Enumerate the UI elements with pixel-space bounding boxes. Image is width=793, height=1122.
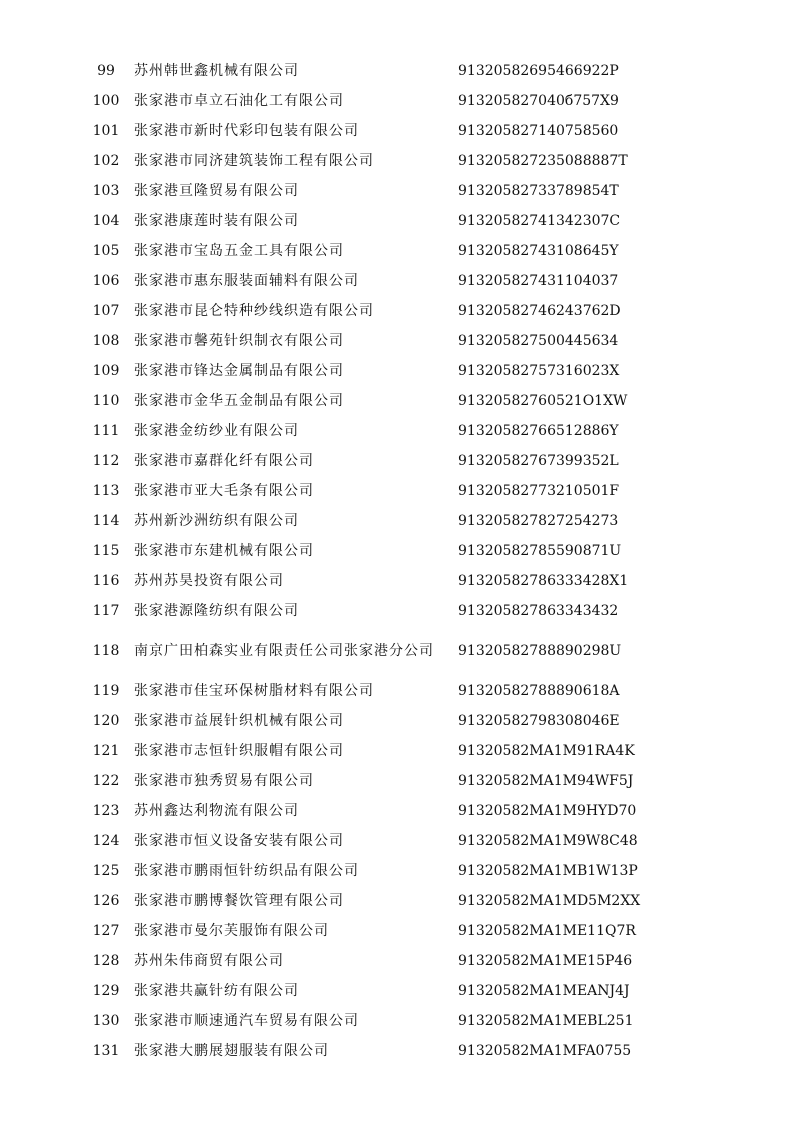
credit-code: 91320582766512886Y <box>458 423 619 439</box>
table-row <box>78 176 718 206</box>
company-name: 张家港市志恒针织服帽有限公司 <box>134 743 344 759</box>
company-name-cell <box>134 146 458 176</box>
company-name: 苏州韩世鑫机械有限公司 <box>134 63 299 79</box>
credit-code: 91320582757316023X <box>458 363 620 379</box>
company-name-cell <box>134 416 458 446</box>
company-name-cell <box>134 856 458 886</box>
credit-code: 91320582760521O1XW <box>458 393 628 409</box>
company-name: 张家港市顺速通汽车贸易有限公司 <box>134 1013 359 1029</box>
company-name-cell <box>134 596 458 626</box>
row-number: 129 <box>92 983 120 999</box>
credit-code: 91320582MA1ME11Q7R <box>458 923 636 939</box>
company-name: 张家港市卓立石油化工有限公司 <box>134 93 344 109</box>
row-number: 131 <box>92 1043 120 1059</box>
company-name: 张家港大鹏展翅服装有限公司 <box>134 1043 329 1059</box>
row-number: 100 <box>92 93 120 109</box>
company-name-cell <box>134 326 458 356</box>
credit-code: 91320582785590871U <box>458 543 622 559</box>
table-row <box>78 796 718 826</box>
company-name-cell <box>134 506 458 536</box>
company-name: 张家港市佳宝环保树脂材料有限公司 <box>134 683 374 699</box>
row-number: 126 <box>92 893 120 909</box>
row-number: 112 <box>92 453 120 469</box>
table-row <box>78 326 718 356</box>
table-row <box>78 856 718 886</box>
row-number: 116 <box>92 573 120 589</box>
company-name-cell <box>134 176 458 206</box>
company-name: 苏州鑫达利物流有限公司 <box>134 803 299 819</box>
row-number: 113 <box>92 483 120 499</box>
credit-code: 91320582MA1M94WF5J <box>458 773 634 789</box>
company-name: 张家港市恒义设备安装有限公司 <box>134 833 344 849</box>
company-name-cell <box>134 766 458 796</box>
company-name: 南京广田柏森实业有限责任公司张家港分公司 <box>134 643 434 659</box>
company-name-cell <box>134 566 458 596</box>
row-number: 125 <box>92 863 120 879</box>
table-row <box>78 116 718 146</box>
row-number: 105 <box>92 243 120 259</box>
company-name: 张家港市鹏雨恒针纺织品有限公司 <box>134 863 359 879</box>
table-row <box>78 146 718 176</box>
row-number: 106 <box>92 273 120 289</box>
company-name-cell <box>134 976 458 1006</box>
company-name: 苏州苏昊投资有限公司 <box>134 573 284 589</box>
company-name-cell <box>134 626 458 676</box>
company-name: 苏州新沙洲纺织有限公司 <box>134 513 299 529</box>
company-name-cell <box>134 266 458 296</box>
table-row <box>78 736 718 766</box>
table-row <box>78 566 718 596</box>
row-number: 104 <box>92 213 120 229</box>
company-name-cell <box>134 706 458 736</box>
table-row <box>78 946 718 976</box>
company-name: 张家港亘隆贸易有限公司 <box>134 183 299 199</box>
company-list-table <box>78 56 718 1066</box>
company-name: 张家港市亚大毛条有限公司 <box>134 483 314 499</box>
row-number: 120 <box>92 713 120 729</box>
table-row <box>78 296 718 326</box>
company-name-cell <box>134 886 458 916</box>
credit-code: 913205827500445634 <box>458 333 619 349</box>
company-name-cell <box>134 476 458 506</box>
row-number: 117 <box>92 603 120 619</box>
credit-code: 91320582MA1MB1W13P <box>458 863 638 879</box>
row-number: 107 <box>92 303 120 319</box>
row-number: 111 <box>92 423 120 439</box>
company-name: 张家港市益展针织机械有限公司 <box>134 713 344 729</box>
company-name-cell <box>134 236 458 266</box>
company-name-cell <box>134 536 458 566</box>
table-row <box>78 1036 718 1066</box>
credit-code: 913205827235088887T <box>458 153 628 169</box>
row-number: 122 <box>92 773 120 789</box>
company-name-cell <box>134 826 458 856</box>
table-row <box>78 596 718 626</box>
company-name-cell <box>134 206 458 236</box>
company-name-cell <box>134 1036 458 1066</box>
row-number: 108 <box>92 333 120 349</box>
row-number: 119 <box>92 683 120 699</box>
company-name-cell <box>134 676 458 706</box>
company-name: 张家港市昆仑特种纱线织造有限公司 <box>134 303 374 319</box>
credit-code: 91320582767399352L <box>458 453 619 469</box>
credit-code: 91320582746243762D <box>458 303 621 319</box>
credit-code: 913205827827254273 <box>458 513 619 529</box>
table-row <box>78 56 718 86</box>
table-row <box>78 356 718 386</box>
row-number: 110 <box>92 393 120 409</box>
row-number: 118 <box>92 643 120 659</box>
credit-code: 913205827140758560 <box>458 123 619 139</box>
credit-code: 913205827863343432 <box>458 603 619 619</box>
table-row <box>78 476 718 506</box>
company-name-cell <box>134 296 458 326</box>
company-name-cell <box>134 56 458 86</box>
company-name: 张家港市馨苑针织制衣有限公司 <box>134 333 344 349</box>
company-name: 张家港市金华五金制品有限公司 <box>134 393 344 409</box>
row-number: 103 <box>92 183 120 199</box>
company-list-body <box>78 56 718 1066</box>
table-row <box>78 976 718 1006</box>
credit-code: 91320582773210501F <box>458 483 620 499</box>
credit-code: 91320582741342307C <box>458 213 621 229</box>
company-name: 张家港市鹏博餐饮管理有限公司 <box>134 893 344 909</box>
row-number: 127 <box>92 923 120 939</box>
row-number: 99 <box>97 63 115 79</box>
company-name-cell <box>134 946 458 976</box>
row-number: 130 <box>92 1013 120 1029</box>
credit-code: 91320582798308046E <box>458 713 620 729</box>
company-name-cell <box>134 86 458 116</box>
company-name: 张家港市同济建筑装饰工程有限公司 <box>134 153 374 169</box>
company-name: 张家港市曼尔芙服饰有限公司 <box>134 923 329 939</box>
company-name-cell <box>134 446 458 476</box>
company-name-cell <box>134 736 458 766</box>
row-number: 123 <box>92 803 120 819</box>
row-number: 121 <box>92 743 120 759</box>
table-row <box>78 676 718 706</box>
row-number: 124 <box>92 833 120 849</box>
table-row <box>78 706 718 736</box>
credit-code: 91320582743108645Y <box>458 243 619 259</box>
row-number: 101 <box>92 123 120 139</box>
credit-code: 913205827431104037 <box>458 273 619 289</box>
company-name: 张家港市东建机械有限公司 <box>134 543 314 559</box>
credit-code: 913205827040б757X9 <box>458 93 619 109</box>
row-number: 114 <box>92 513 120 529</box>
credit-code: 91320582MA1ME15P46 <box>458 953 633 969</box>
table-row <box>78 916 718 946</box>
table-row <box>78 506 718 536</box>
company-name-cell <box>134 116 458 146</box>
credit-code: 91320582MA1M9HYD70 <box>458 803 637 819</box>
table-row <box>78 446 718 476</box>
company-name: 张家港源隆纺织有限公司 <box>134 603 299 619</box>
credit-code: 91320582MA1MEANJ4J <box>458 983 630 999</box>
company-name-cell <box>134 916 458 946</box>
company-name: 张家港共赢针纺有限公司 <box>134 983 299 999</box>
company-name: 张家港市惠东服装面辅料有限公司 <box>134 273 359 289</box>
table-row <box>78 766 718 796</box>
credit-code: 91320582MA1MD5M2XX <box>458 893 641 909</box>
company-name: 张家港市新时代彩印包装有限公司 <box>134 123 359 139</box>
table-row <box>78 266 718 296</box>
company-name-cell <box>134 1006 458 1036</box>
table-row <box>78 1006 718 1036</box>
credit-code: 91320582788890298U <box>458 643 622 659</box>
row-number: 128 <box>92 953 120 969</box>
company-name: 张家港康莲时装有限公司 <box>134 213 299 229</box>
table-row <box>78 386 718 416</box>
company-name-cell <box>134 386 458 416</box>
credit-code: 91320582695466922P <box>458 63 619 79</box>
credit-code: 91320582788890618A <box>458 683 620 699</box>
table-row <box>78 626 718 676</box>
credit-code: 91320582MA1M9W8C48 <box>458 833 638 849</box>
row-number: 115 <box>92 543 120 559</box>
company-name: 张家港金纺纱业有限公司 <box>134 423 299 439</box>
table-row <box>78 536 718 566</box>
credit-code: 91320582786333428X1 <box>458 573 629 589</box>
credit-code: 91320582MA1MEBL251 <box>458 1013 634 1029</box>
table-row <box>78 206 718 236</box>
company-name: 张家港市独秀贸易有限公司 <box>134 773 314 789</box>
company-name: 苏州朱伟商贸有限公司 <box>134 953 284 969</box>
row-number: 109 <box>92 363 120 379</box>
credit-code: 91320582MA1M91RA4K <box>458 743 635 759</box>
company-name-cell <box>134 796 458 826</box>
table-row <box>78 86 718 116</box>
credit-code: 91320582MA1MFA0755 <box>458 1043 632 1059</box>
table-row <box>78 236 718 266</box>
company-name: 张家港市宝岛五金工具有限公司 <box>134 243 344 259</box>
company-name: 张家港市锋达金属制品有限公司 <box>134 363 344 379</box>
credit-code: 91320582733789854T <box>458 183 619 199</box>
table-row <box>78 886 718 916</box>
table-row <box>78 416 718 446</box>
table-row <box>78 826 718 856</box>
company-name: 张家港市嘉群化纤有限公司 <box>134 453 314 469</box>
row-number: 102 <box>92 153 120 169</box>
company-name-cell <box>134 356 458 386</box>
